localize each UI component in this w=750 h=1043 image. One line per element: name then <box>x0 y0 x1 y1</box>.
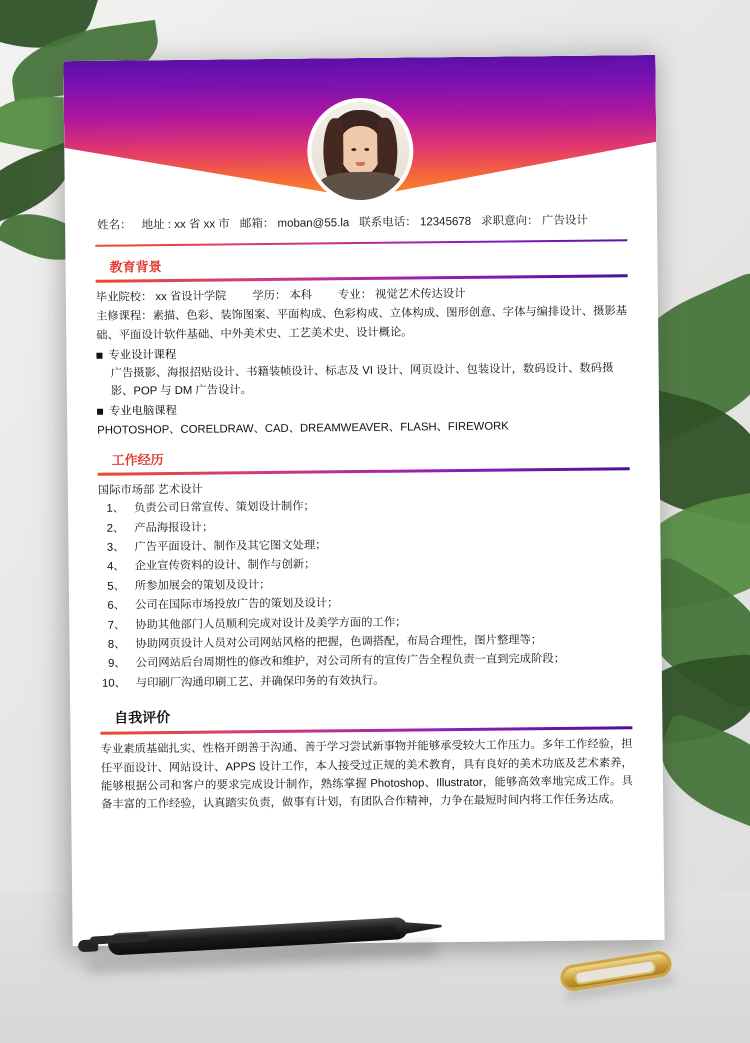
resume-document <box>63 55 664 946</box>
list-item-number: 5、 <box>107 580 125 593</box>
education-school-value: xx 省设计学院 <box>155 290 227 304</box>
self-evaluation-title: 自我评价 <box>114 709 171 726</box>
contact-email-value: moban@55.la <box>277 217 350 230</box>
list-item-text: 公司网站后台周期性的修改和维护，对公司所有的宣传广告全程负责一直到完成阶段； <box>135 653 566 670</box>
education-school-label: 毕业院校： <box>95 291 153 304</box>
experience-department: 国际市场部 艺术设计 <box>97 483 203 497</box>
list-item-number: 4、 <box>107 560 125 574</box>
contact-divider <box>95 239 627 247</box>
education-group-content: 广告摄影、海报招贴设计、书籍装帧设计、标志及 VI 设计、网页设计、包装设计，数码设计、数码摄影、POP 与 DM 广告设计。 <box>110 362 614 398</box>
list-item-number: 1、 <box>106 502 125 515</box>
contact-address-label: 地址 : <box>141 219 172 232</box>
education-section <box>65 251 659 440</box>
experience-title: 工作经历 <box>111 451 164 468</box>
contact-email <box>240 214 350 231</box>
list-item-number: 9、 <box>108 657 126 671</box>
contact-phone-value: 12345678 <box>419 215 472 229</box>
list-item-text: 公司在国际市场投放广告的策划及设计； <box>135 597 339 612</box>
education-major-label: 专业： <box>338 288 373 302</box>
contact-objective-value: 广告设计 <box>541 214 588 228</box>
education-courses-value: 素描、色彩、装饰图案、平面构成、色彩构成、立体构成、图形创意、字体与编排设计、摄影基础、平面设计软件基础、中外美术史、工艺美术史、设计概论。 <box>96 305 628 342</box>
education-school <box>96 287 227 308</box>
education-courses <box>96 302 628 344</box>
contact-address-value: xx 省 xx 市 <box>174 218 230 231</box>
contact-objective <box>481 212 588 229</box>
education-group-content: PHOTOSHOP、CORELDRAW、CAD、DREAMWEAVER、FLASH、FIREWORK <box>97 419 509 437</box>
education-degree <box>252 287 312 307</box>
self-evaluation-content: 专业素质基础扎实、性格开朗善于沟通、善于学习尝试新事物并能够承受较大工作压力。多年工作经验，担任平面设计、网站设计、APPS 设计工作，本人接受过正规的美术教育，具有良好的美术功底及艺术素养，能够根据公司和客户的要求完成设计制作，熟练掌握 Photoshop、Illustrator，能够高效率地完成工作。具备丰富的工作经验，认真踏实负责，做事有计划，有团队合作精神，力争在最短时间内将工作任务达成。 <box>100 738 634 811</box>
square-bullet-icon <box>97 409 103 415</box>
contact-address <box>142 215 230 232</box>
list-item-text: 协助网页设计人员对公司网站风格的把握，色调搭配，布局合理性，图片整理等； <box>135 634 543 651</box>
list-item-text: 与印刷厂沟通印刷工艺、并确保印务的有效执行。 <box>135 674 385 690</box>
self-evaluation-section <box>70 702 663 814</box>
list-item-text: 广告平面设计、制作及其它图文处理； <box>134 539 327 554</box>
contact-phone-label: 联系电话： <box>359 216 417 230</box>
contact-objective-label: 求职意向： <box>481 215 539 228</box>
square-bullet-icon <box>96 353 102 359</box>
education-courses-label: 主修课程： <box>96 310 153 323</box>
list-item-number: 7、 <box>107 619 126 632</box>
contact-name: 姓名： <box>97 219 132 232</box>
list-item-text: 负责公司日常宣传、策划设计制作； <box>134 500 315 515</box>
list-item-text: 企业宣传资料的设计、制作与创新； <box>134 558 316 573</box>
self-evaluation-title-bar <box>100 727 632 736</box>
education-major <box>338 285 466 306</box>
list-item-number: 8、 <box>107 638 126 651</box>
list-item-text: 所参加展会的策划及设计； <box>134 578 271 593</box>
contact-email-label: 邮箱： <box>239 217 275 231</box>
education-group-label: 专业设计课程 <box>108 348 177 362</box>
list-item-number: 2、 <box>106 522 125 535</box>
education-title: 教育背景 <box>109 259 162 275</box>
list-item-text: 协助其他部门人员顺利完成对设计及美学方面的工作； <box>135 616 407 632</box>
education-group-label: 专业电脑课程 <box>108 405 177 419</box>
education-degree-label: 学历： <box>252 289 287 303</box>
list-item-number: 10、 <box>101 677 126 690</box>
list-item-number: 3、 <box>106 541 125 554</box>
education-title-bar <box>96 274 628 283</box>
list-item-number: 6、 <box>107 599 126 612</box>
avatar-photo <box>311 102 410 201</box>
education-degree-value: 本科 <box>289 289 313 302</box>
avatar <box>307 97 414 204</box>
education-major-value: 视觉艺术传达设计 <box>375 287 466 301</box>
experience-title-bar <box>98 467 630 476</box>
experience-list <box>98 494 632 694</box>
list-item-text: 产品海报设计； <box>134 521 214 534</box>
list-item <box>100 669 632 694</box>
contact-phone <box>359 213 471 230</box>
experience-section <box>67 444 662 695</box>
